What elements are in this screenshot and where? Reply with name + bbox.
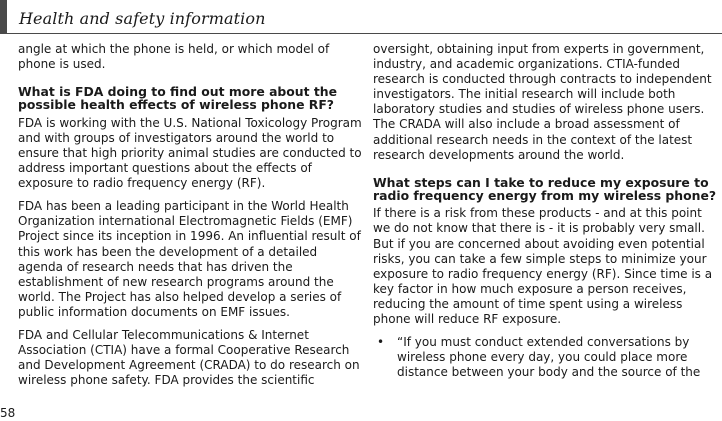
left-intro-paragraph: angle at which the phone is held, or which model of phone is used. <box>18 42 330 72</box>
bullet-marker: • <box>377 335 385 350</box>
section-title: Health and safety information <box>19 9 266 28</box>
left-column <box>18 42 363 396</box>
right-paragraph: If there is a risk from these products - and at this point we do not know that there is - it is probably very small. But if you are concerned about avoiding even potential risks, you can take a few simple steps to minimize your exposure to radio frequency energy (RF). Since time is a key factor in how much exposure a person receives, reducing the amount of time spent using a wireless phone will reduce RF exposure. <box>373 206 713 326</box>
header-divider <box>0 33 722 34</box>
bullet-item <box>373 335 718 380</box>
fda-research-heading: What is FDA doing to find out more about the possible health effects of wireless phone RF? <box>18 84 338 113</box>
header-tab-marker <box>0 0 7 34</box>
right-intro-paragraph: oversight, obtaining input from experts in government, industry, and academic organizations. CTIA-funded research is conducted through contracts to independent investigators. The initial research will include both laboratory studies and studies of wireless phone users. The CRADA will also include a broad assessment of additional research needs in the context of the latest research developments around the world. <box>373 42 712 162</box>
left-paragraph-2: FDA has been a leading participant in the World Health Organization international Electromagnetic Fields (EMF) Project since its inception in 1996. An influential result of this work has been the development of a detailed agenda of research needs that has driven the establishment of new research programs around the world. The Project has also helped develop a series of public information documents on EMF issues. <box>18 199 361 319</box>
left-paragraph-1: FDA is working with the U.S. National Toxicology Program and with groups of investigators around the world to ensure that high priority animal studies are conducted to address important questions about the effects of exposure to radio frequency energy (RF). <box>18 115 362 191</box>
bullet-text: “If you must conduct extended conversations by wireless phone every day, you could place more distance between your body and the source of the <box>397 335 701 380</box>
page-number: 58 <box>0 406 16 420</box>
reduce-exposure-heading: What steps can I take to reduce my exposure to radio frequency energy from my wireless phone? <box>373 174 717 204</box>
right-column <box>373 42 718 380</box>
left-paragraph-3: FDA and Cellular Telecommunications & Internet Association (CTIA) have a formal Cooperative Research and Development Agreement (CRADA) to do research on wireless phone safety. FDA provides the scientific <box>18 328 360 388</box>
